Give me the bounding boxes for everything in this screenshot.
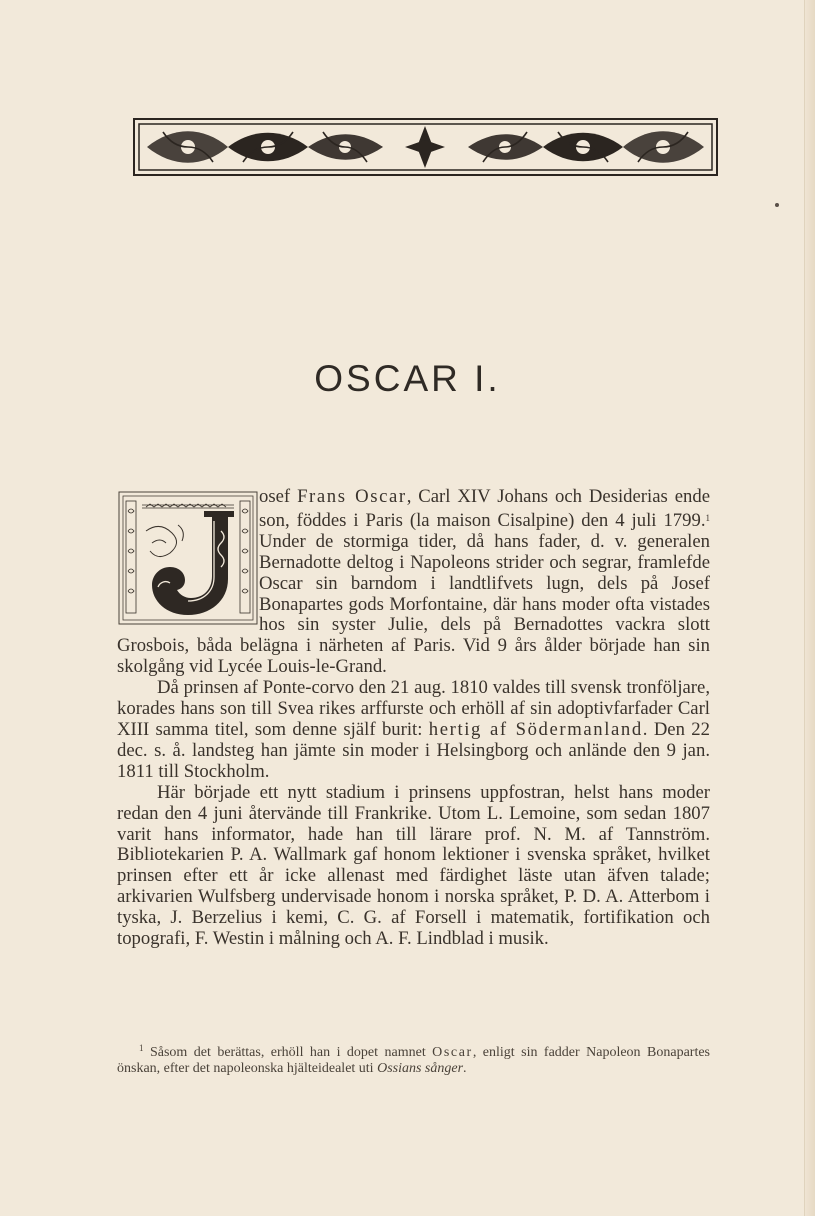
footnote-reference[interactable]: 1 [705,512,710,523]
page-edge [804,0,815,1216]
speck [775,203,779,207]
name-spaced: Frans Oscar [297,486,407,507]
paragraph-2-end: . Den 22 dec. s. å. landsteg han jämte sin moder i Helsingborg och anlände den 9 jan. 1811 till Stockholm. [117,718,710,782]
footnote-text-start: Såsom det berättas, erhöll han i dopet namnet [143,1045,433,1060]
paragraph-1-middle: , Carl XIV Johans och Desiderias ende son, föddes i Paris (la maison Cisalpine) den 4 juli 1799. [259,486,710,531]
footnote-text-end: . [463,1061,467,1076]
initial-spacer [117,487,259,633]
title-spaced: hertig af Södermanland [428,718,643,740]
footnote-text-middle: , enligt sin fadder Napoleon Bonapartes önskan, efter det napoleonska hjälteidealet uti [117,1045,710,1076]
body-text [117,487,710,950]
ornamental-border-icon [133,118,718,176]
paragraph-3: Här började ett nytt stadium i prinsens uppfostran, helst hans moder redan den 4 juni återvände till Frankrike. Utom L. Lemoine, som sedan 1807 varit hans informator, hade han till lärare prof. N. M. af Tannström. Bibliotekarien P. A. Wallmark gaf honom lektioner i svenska språket, hvilket prinsen efter ett år icke allenast med färdighet läste utan äfven talade; arkivarien Wulfsberg undervisade honom i norska språket, P. D. A. Atterbom i tyska, J. Berzelius i kemi, C. G. af Forsell i matematik, fortifikation och topografi, F. Westin i målning och A. F. Lindblad i musik. [117,781,710,950]
paragraph-1-end: Under de stormiga tider, då hans fader, d. v. generalen Bernadotte deltog i Napoleons strider och segrar, framlefde Oscar sin barndom i landtlifvets lugn, dels på Josef Bonapartes gods Morfontaine, där hans moder ofta vistades hos sin syster Julie, dels på Bernadottes vackra slott Grosbois, båda belägna i närheten af Paris. Vid 9 års ålder började han sin skolgång vid Lycée Louis-le-Grand. [117,530,710,678]
paragraph-1-start: osef [259,486,298,507]
footnote-work-title: Ossians sånger [377,1061,464,1076]
paragraph-2-start: Då prinsen af Ponte-corvo den 21 aug. 1810 valdes till svensk tronföljare, korades hans son till Svea rikes arffurste och erhöll af sin adoptivfarfader Carl XIII samma titel, som denne själf burit: [117,677,710,740]
ornamental-banner [133,118,718,176]
page-title: OSCAR I. [314,358,501,399]
paragraph-2 [117,678,710,783]
footnote [117,1040,710,1077]
footnote-mark: 1 [139,1043,144,1053]
footnote-name-spaced: Oscar [432,1045,473,1060]
